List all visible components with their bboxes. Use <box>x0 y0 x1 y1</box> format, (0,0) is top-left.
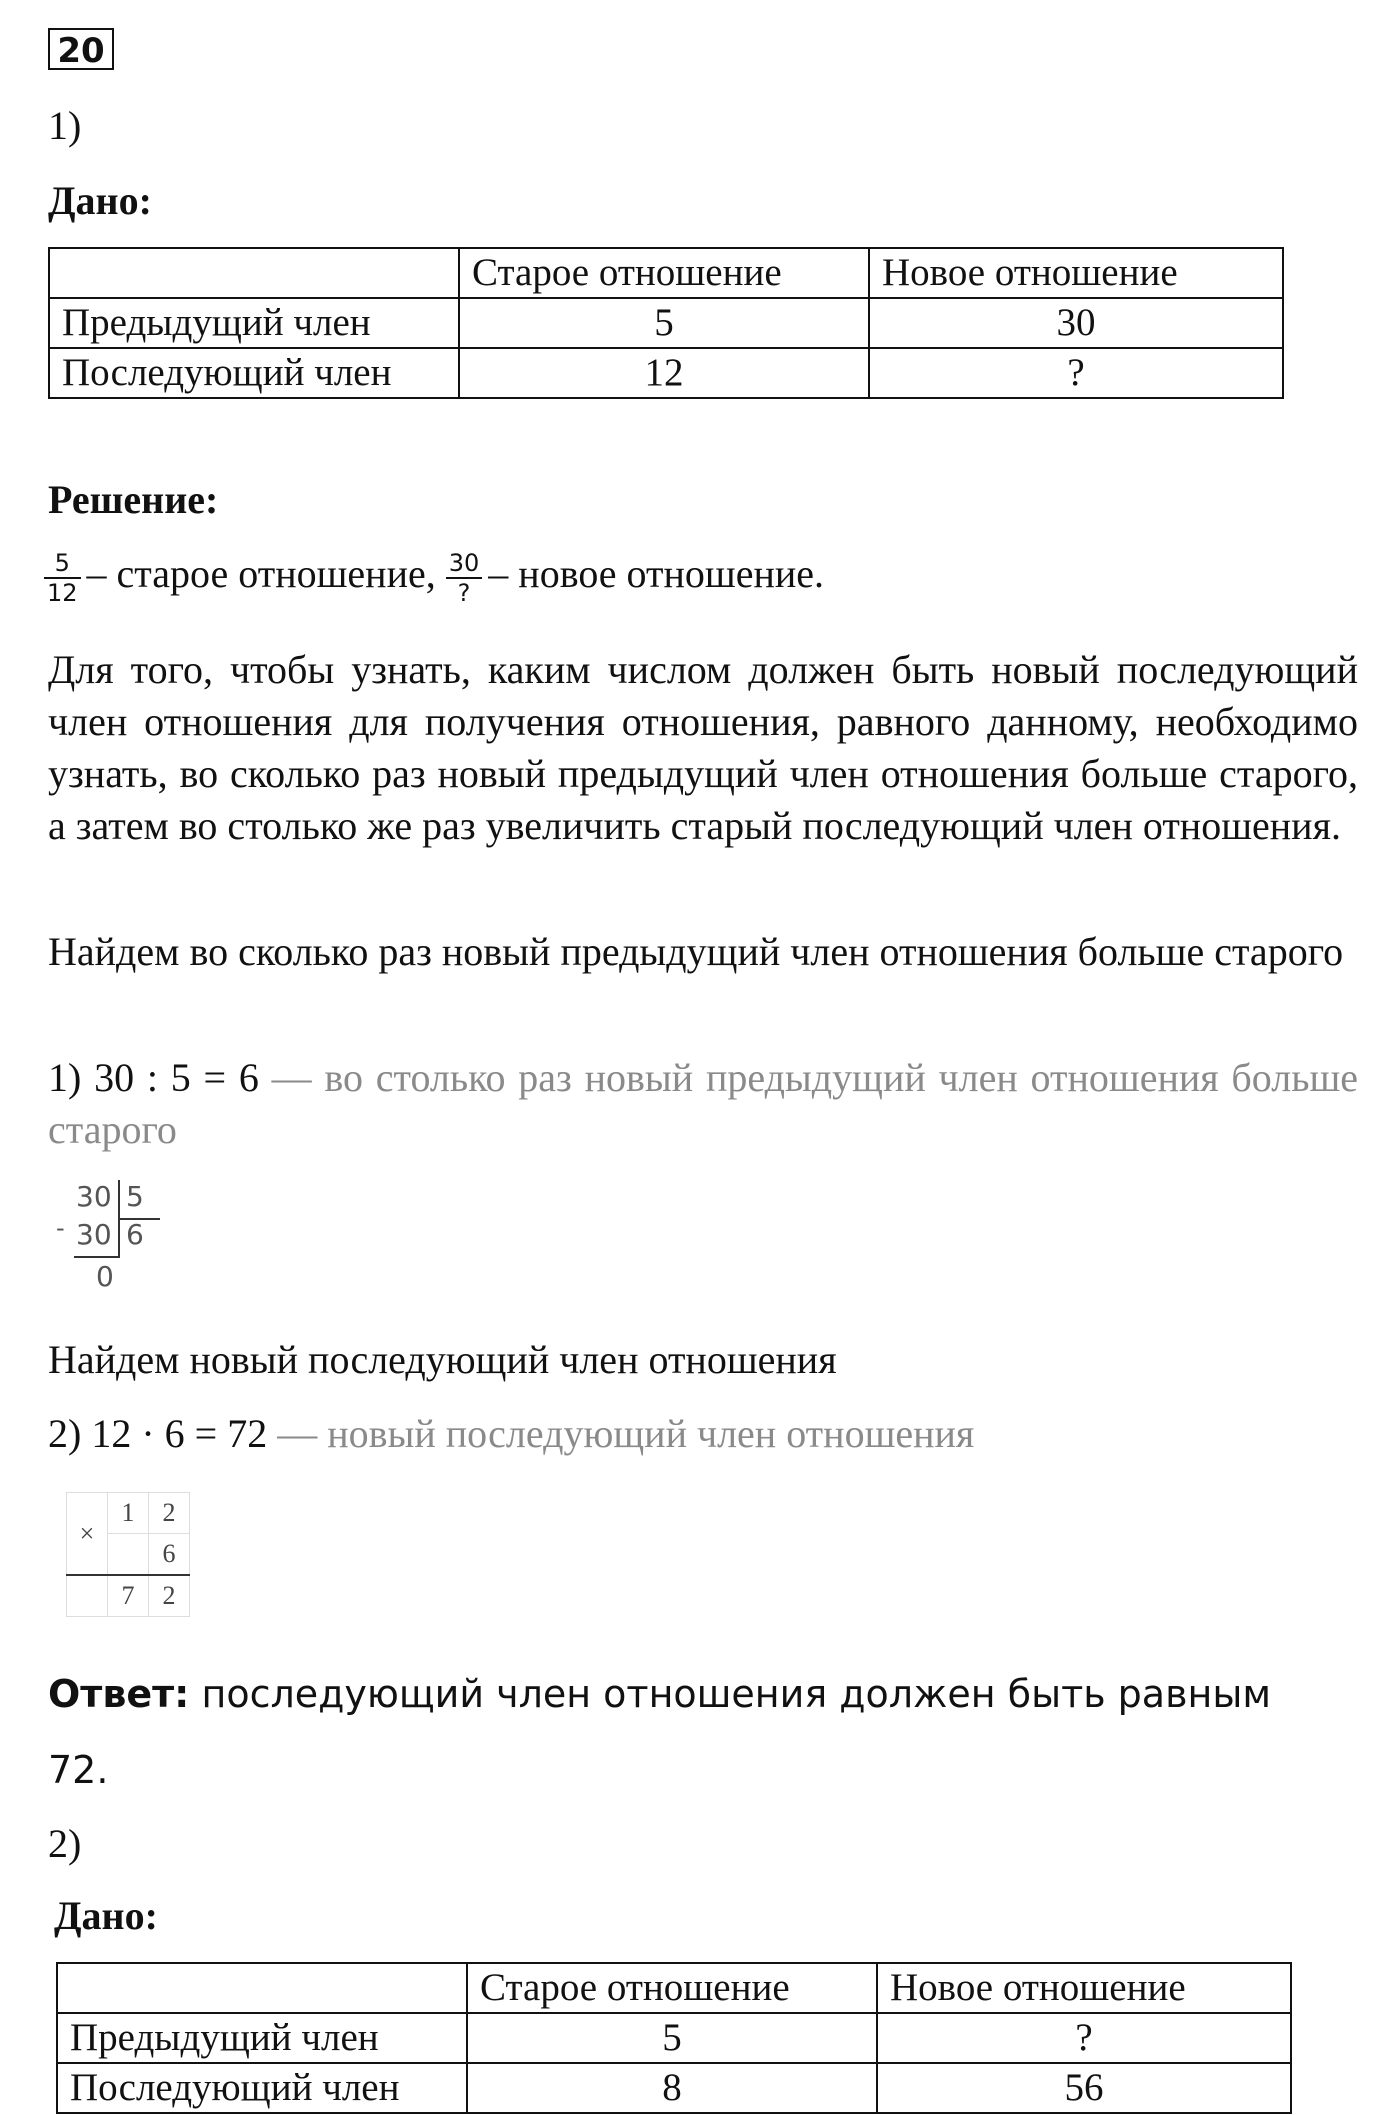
table-row <box>57 2013 1291 2063</box>
explanation-paragraph: Для того, чтобы узнать, каким числом должен быть новый последующий член отношения для получения отношения, равного данному, необходимо узнать, во сколько раз новый предыдущий член отношения больше старого, а затем во столько же раз увеличить старый последующий член отношения. <box>48 647 1358 848</box>
table-header-cell <box>49 248 459 298</box>
mul-digit: 6 <box>149 1534 190 1576</box>
minus-sign: - <box>56 1214 65 1242</box>
table-cell: 8 <box>467 2063 877 2113</box>
table-header-cell: Новое отношение <box>869 248 1283 298</box>
table-cell: Последующий член <box>49 348 459 398</box>
table-cell: 12 <box>459 348 869 398</box>
table-cell: ? <box>869 348 1283 398</box>
multiply-sign: × <box>67 1493 108 1576</box>
remainder: 0 <box>96 1260 114 1293</box>
part1-solution-title: Решение: <box>48 477 219 522</box>
table-header-cell: Старое отношение <box>467 1963 877 2013</box>
table-header-cell: Старое отношение <box>459 248 869 298</box>
table-cell: Предыдущий член <box>49 298 459 348</box>
fraction-text-1: – старое отношение, <box>86 551 436 596</box>
table-header-cell <box>57 1963 467 2013</box>
answer <box>48 1668 1271 1720</box>
table-row <box>57 2063 1291 2113</box>
table-cell: 5 <box>467 2013 877 2063</box>
step2-expression: 2) 12 · 6 = 72 <box>48 1411 268 1456</box>
table-cell: 30 <box>869 298 1283 348</box>
table-header-cell: Новое отношение <box>877 1963 1291 2013</box>
part1-label: 1) <box>48 103 82 148</box>
fraction-numerator: 5 <box>44 549 81 579</box>
fraction-line <box>44 548 824 607</box>
subtraction-line <box>74 1256 120 1258</box>
step2-intro: Найдем новый последующий член отношения <box>48 1337 837 1382</box>
mul-result-digit: 2 <box>149 1575 190 1617</box>
answer-value: 72. <box>48 1748 109 1792</box>
table-cell: 5 <box>459 298 869 348</box>
table-row <box>49 348 1283 398</box>
part1-given-title: Дано: <box>48 178 152 223</box>
answer-text: последующий член отношения должен быть равным <box>201 1672 1271 1716</box>
mul-result-digit: 7 <box>108 1575 149 1617</box>
fraction-text-2: – новое отношение. <box>488 551 825 596</box>
step1-comment: — во столько раз новый предыдущий член отношения больше старого <box>48 1055 1359 1152</box>
table-cell: Предыдущий член <box>57 2013 467 2063</box>
table-cell: ? <box>877 2013 1291 2063</box>
step1 <box>48 1052 1358 1156</box>
long-division <box>56 1180 166 1300</box>
step1-intro: Найдем во сколько раз новый предыдущий член отношения больше старого <box>48 929 1344 974</box>
part2-label: 2) <box>48 1821 82 1866</box>
quotient: 6 <box>126 1218 144 1251</box>
step1-expression: 1) 30 : 5 = 6 <box>48 1055 259 1100</box>
new-ratio-fraction <box>446 549 483 607</box>
mul-digit: 1 <box>108 1493 149 1534</box>
divisor: 5 <box>126 1180 144 1213</box>
part2-given-title: Дано: <box>54 1893 158 1938</box>
answer-label: Ответ: <box>48 1672 190 1716</box>
step2 <box>48 1408 974 1460</box>
part1-given-table <box>48 247 1284 399</box>
table-cell: Последующий член <box>57 2063 467 2113</box>
fraction-denominator: 12 <box>47 578 78 607</box>
task-number: 20 <box>48 28 114 70</box>
column-multiplication <box>66 1492 190 1617</box>
dividend: 30 <box>76 1180 112 1213</box>
table-row <box>49 298 1283 348</box>
mul-digit: 2 <box>149 1493 190 1534</box>
mul-digit <box>108 1534 149 1576</box>
subtrahend: 30 <box>76 1218 112 1251</box>
table-cell: 56 <box>877 2063 1291 2113</box>
fraction-numerator: 30 <box>446 549 483 579</box>
part2-given-table <box>56 1962 1292 2114</box>
old-ratio-fraction <box>44 549 81 607</box>
fraction-denominator: ? <box>457 578 471 607</box>
step2-comment: — новый последующий член отношения <box>277 1411 975 1456</box>
